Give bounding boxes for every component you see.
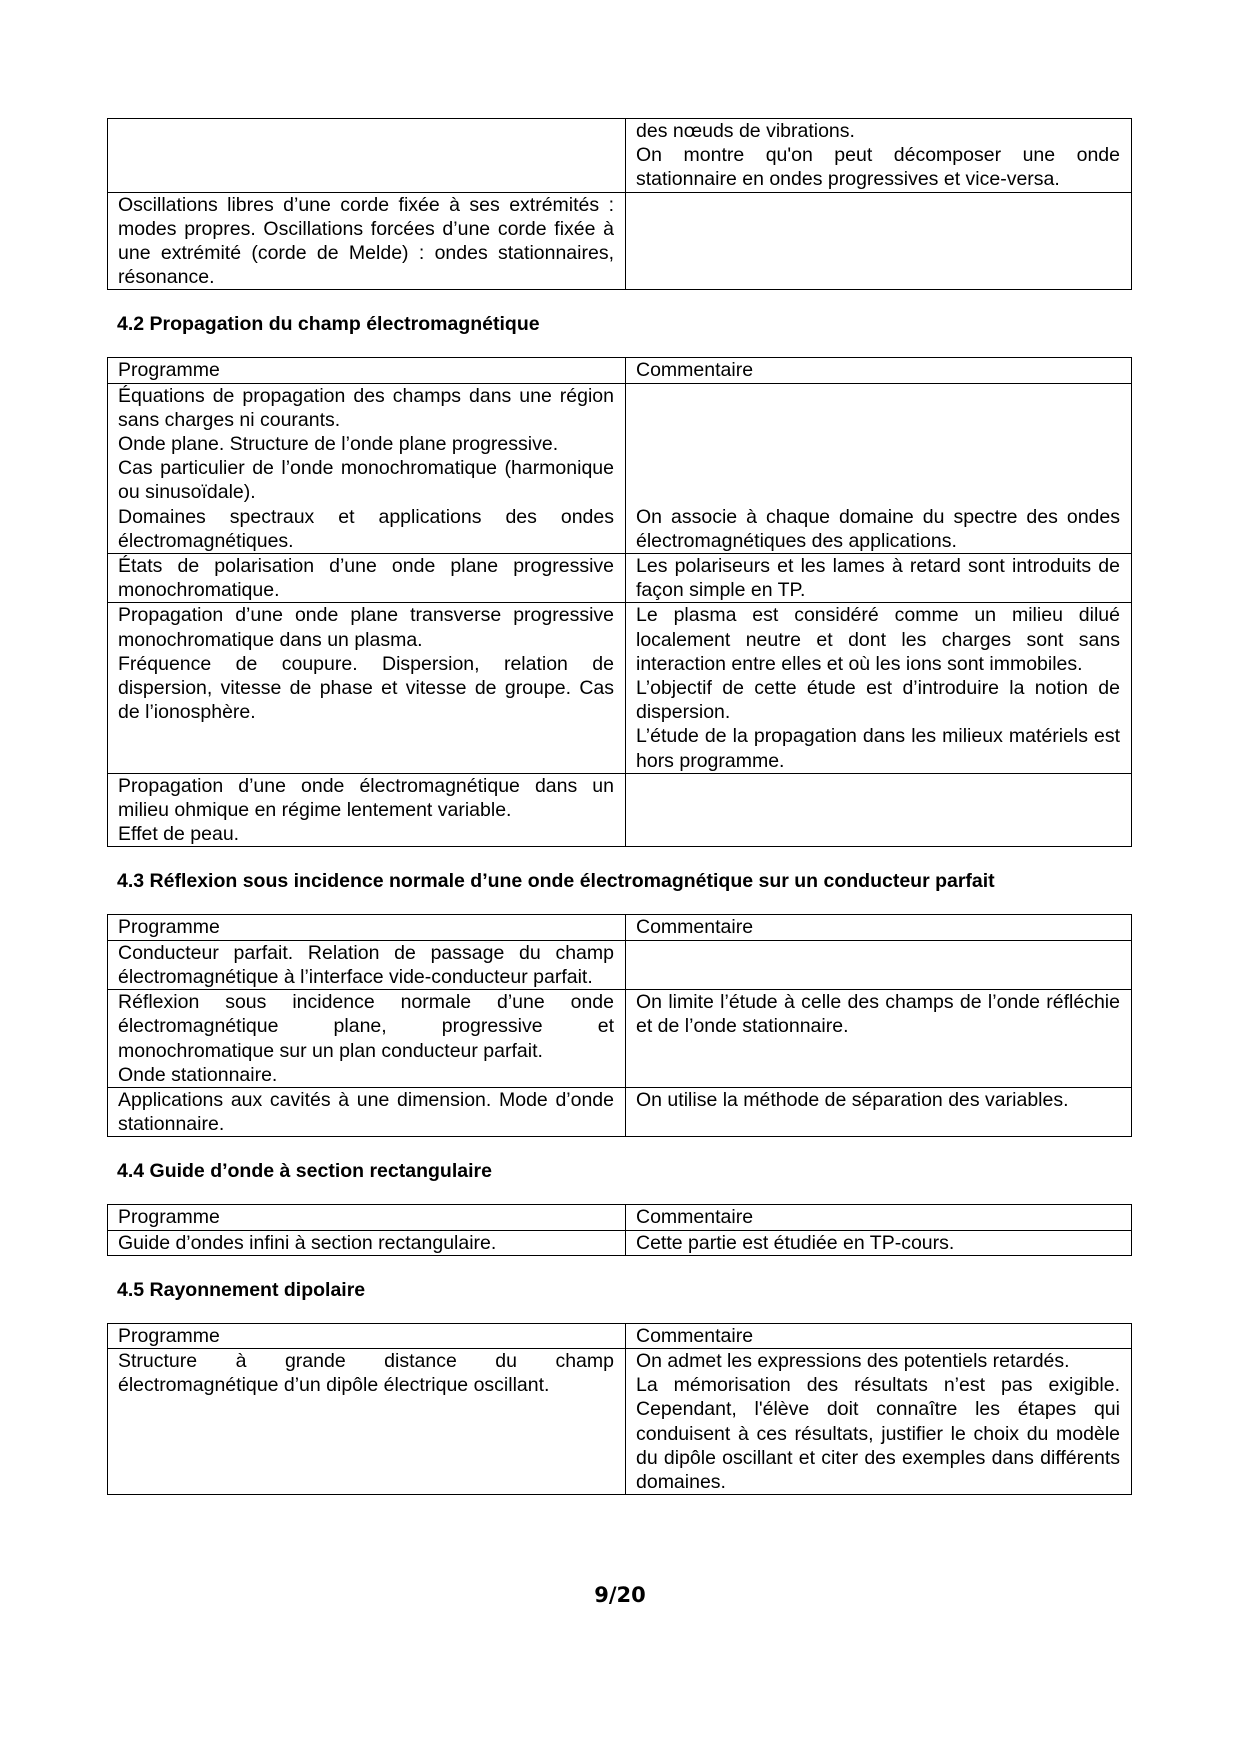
commentaire-cell	[626, 773, 1132, 847]
programme-cell	[108, 554, 626, 603]
table-row	[108, 990, 1132, 1088]
section-title: 4.2 Propagation du champ électromagnétique	[117, 313, 540, 336]
commentaire-text: On utilise la méthode de séparation des variables.	[636, 1088, 1069, 1111]
column-header-commentaire: Commentaire	[626, 1205, 1132, 1230]
commentaire-text: On montre qu'on peut décomposer une onde stationnaire en ondes progressives et vice-versa.	[636, 144, 1120, 191]
programme-table	[107, 1323, 1132, 1495]
programme-text: Onde plane. Structure de l’onde plane progressive.	[118, 433, 559, 456]
programme-cell	[108, 1230, 626, 1255]
programme-text: Propagation d’une onde plane transverse progressive monochromatique dans un plasma.	[118, 604, 614, 651]
commentaire-cell	[626, 1230, 1132, 1255]
section-title: 4.4 Guide d’onde à section rectangulaire	[117, 1160, 492, 1183]
commentaire-text: Les polariseurs et les lames à retard sont introduits de façon simple en TP.	[636, 555, 1120, 602]
commentaire-cell	[626, 119, 1132, 193]
table-row	[108, 119, 1132, 193]
commentaire-text: On admet les expressions des potentiels retardés.	[636, 1349, 1070, 1372]
programme-cell	[108, 603, 626, 773]
programme-text: Équations de propagation des champs dans une région sans charges ni courants.	[118, 384, 614, 431]
table-row	[108, 773, 1132, 847]
column-header-programme: Programme	[108, 358, 626, 383]
commentaire-text: L’objectif de cette étude est d’introduire la notion de dispersion.	[636, 677, 1120, 724]
programme-table	[107, 357, 1132, 847]
programme-text: Propagation d’une onde électromagnétique dans un milieu ohmique en régime lentement variable.	[118, 774, 614, 822]
programme-text: Onde stationnaire.	[118, 1063, 278, 1086]
commentaire-text: Le plasma est considéré comme un milieu dilué localement neutre et dont les charges sont sans interaction entre elles et où les ions sont immobiles.	[636, 604, 1120, 675]
programme-table	[107, 914, 1132, 1137]
table-row	[108, 554, 1132, 603]
commentaire-cell	[626, 1348, 1132, 1494]
programme-cell	[108, 119, 626, 193]
table-header-row	[108, 1205, 1132, 1230]
column-header-programme: Programme	[108, 915, 626, 940]
commentaire-cell	[626, 192, 1132, 290]
table-row	[108, 383, 1132, 553]
programme-cell	[108, 1348, 626, 1494]
commentaire-text: On associe à chaque domaine du spectre des ondes électromagnétiques des applications.	[636, 505, 1120, 552]
programme-text: Structure à grande distance du champ électromagnétique d’un dipôle électrique oscillant.	[118, 1349, 614, 1397]
column-header-programme: Programme	[108, 1205, 626, 1230]
table-row	[108, 1230, 1132, 1255]
programme-text: Guide d’ondes infini à section rectangulaire.	[118, 1231, 497, 1254]
commentaire-text: L’étude de la propagation dans les milieux matériels est hors programme.	[636, 725, 1120, 772]
table-header-row	[108, 1323, 1132, 1348]
commentaire-cell	[626, 940, 1132, 989]
commentaire-text: On limite l’étude à celle des champs de l’onde réfléchie et de l’onde stationnaire.	[636, 991, 1120, 1038]
commentaire-cell	[626, 990, 1132, 1088]
programme-text: Réflexion sous incidence normale d’une onde électromagnétique plane, progressive et monochromatique sur un plan conducteur parfait.	[118, 991, 614, 1062]
column-header-commentaire: Commentaire	[626, 1323, 1132, 1348]
table-row	[108, 603, 1132, 773]
programme-text: Fréquence de coupure. Dispersion, relation de dispersion, vitesse de phase et vitesse de groupe. Cas de l’ionosphère.	[118, 652, 614, 724]
commentaire-text: Cette partie est étudiée en TP-cours.	[636, 1231, 955, 1254]
programme-text: États de polarisation d’une onde plane progressive monochromatique.	[118, 555, 614, 602]
programme-cell	[108, 990, 626, 1088]
commentaire-cell	[626, 554, 1132, 603]
table-header-row	[108, 358, 1132, 383]
programme-text: Conducteur parfait. Relation de passage du champ électromagnétique à l’interface vide-conducteur parfait.	[118, 941, 614, 988]
document-page	[107, 118, 1131, 1495]
section-title: 4.3 Réflexion sous incidence normale d’une onde électromagnétique sur un conducteur parfait	[117, 870, 995, 893]
programme-cell	[108, 940, 626, 989]
commentaire-cell	[626, 603, 1132, 773]
column-header-programme: Programme	[108, 1323, 626, 1348]
table-row	[108, 1348, 1132, 1494]
programme-text: Applications aux cavités à une dimension. Mode d’onde stationnaire.	[118, 1088, 614, 1136]
page-number: 9/20	[594, 1583, 646, 1607]
programme-cell	[108, 383, 626, 553]
programme-cell	[108, 1087, 626, 1136]
commentaire-cell	[626, 1087, 1132, 1136]
commentaire-cell	[626, 383, 1132, 553]
column-header-commentaire: Commentaire	[626, 358, 1132, 383]
column-header-commentaire: Commentaire	[626, 915, 1132, 940]
programme-cell	[108, 192, 626, 290]
commentaire-text: des nœuds de vibrations.	[636, 120, 855, 142]
programme-cell	[108, 773, 626, 847]
programme-text: Oscillations libres d’une corde fixée à ses extrémités : modes propres. Oscillations forcées d’une corde fixée à une extrémité (corde de Melde) : ondes stationnaires, résonance.	[118, 193, 614, 289]
commentaire-text: La mémorisation des résultats n’est pas exigible. Cependant, l'élève doit connaître les étapes qui conduisent à ces résultats, justifier le choix du modèle du dipôle oscillant et citer des exemples dans différents domaines.	[636, 1374, 1120, 1493]
programme-text: Cas particulier de l’onde monochromatique (harmonique ou sinusoïdale).	[118, 457, 614, 504]
spacer	[636, 384, 1120, 505]
programme-table	[107, 1204, 1132, 1255]
table-header-row	[108, 915, 1132, 940]
continuation-table	[107, 118, 1132, 290]
section-title: 4.5 Rayonnement dipolaire	[117, 1278, 366, 1301]
table-row	[108, 940, 1132, 989]
table-row	[108, 1087, 1132, 1136]
programme-text: Effet de peau.	[118, 823, 240, 846]
programme-text: Domaines spectraux et applications des ondes électromagnétiques.	[118, 505, 614, 552]
table-row	[108, 192, 1132, 290]
